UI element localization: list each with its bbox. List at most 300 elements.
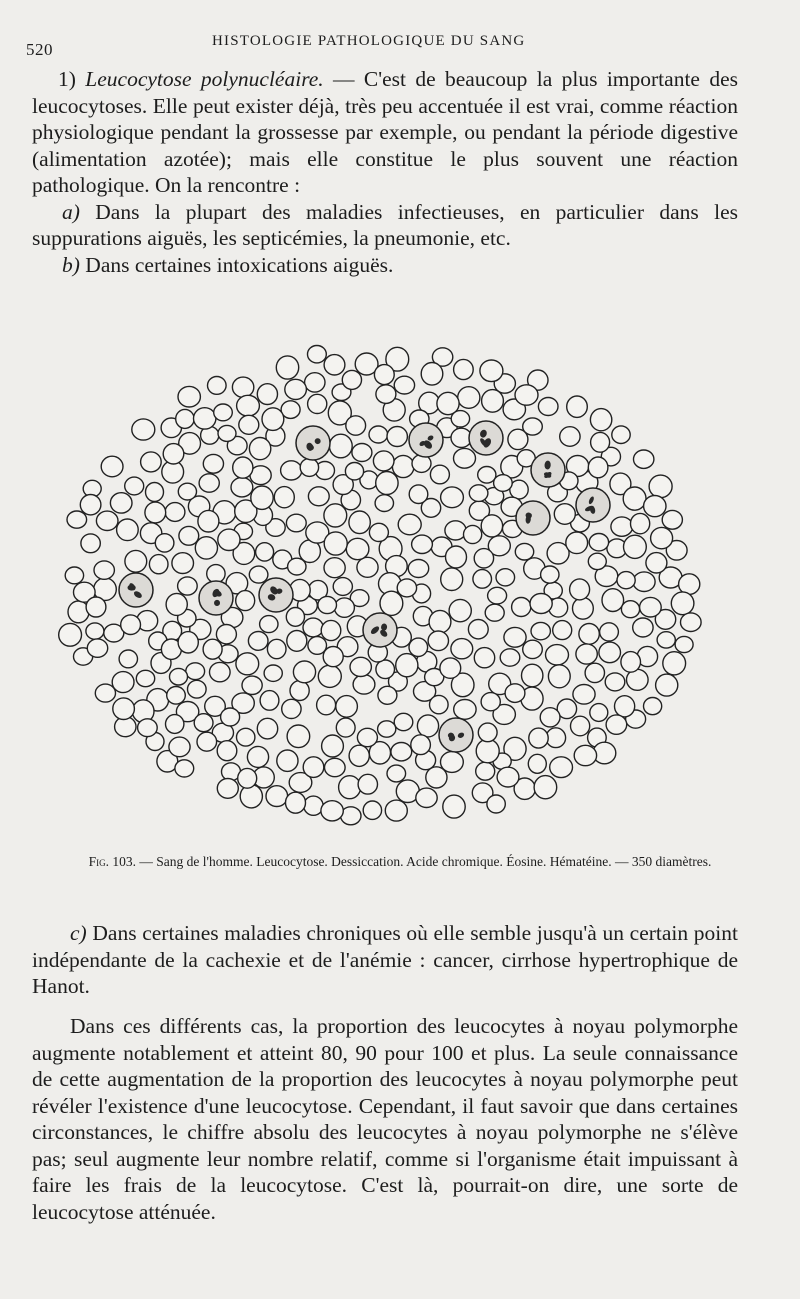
red-blood-cell [216,625,236,644]
red-blood-cell [86,597,106,617]
red-blood-cell [358,774,377,794]
red-blood-cell [178,386,200,407]
red-blood-cell [387,765,406,782]
red-blood-cell [369,426,388,443]
red-blood-cell [80,495,101,515]
red-blood-cell [523,640,543,658]
red-blood-cell [443,795,465,818]
red-blood-cell [363,801,381,819]
red-blood-cell [350,657,371,676]
red-blood-cell [553,621,572,640]
red-blood-cell [387,427,407,447]
red-blood-cell [606,715,627,734]
red-blood-cell [339,776,361,799]
red-blood-cell [468,620,488,639]
red-blood-cell [588,457,608,478]
red-blood-cell [409,638,428,656]
red-blood-cell [441,568,463,591]
red-blood-cell [369,523,388,541]
red-blood-cell [110,493,132,513]
red-blood-cell [178,632,198,653]
red-blood-cell [232,377,253,397]
red-blood-cell [221,708,240,726]
red-blood-cell [397,579,416,597]
red-blood-cell [480,360,503,382]
red-blood-cell [515,543,533,560]
red-blood-cell [624,535,647,558]
red-blood-cell [117,519,139,541]
red-blood-cell [163,444,184,464]
figure-caption [30,853,770,871]
red-blood-cell [303,618,323,637]
red-blood-cell [621,652,641,673]
red-blood-cell [633,572,655,592]
leucocyte [516,501,550,535]
red-blood-cell [308,394,327,413]
red-blood-cell [504,627,526,647]
red-blood-cell [478,723,497,742]
red-blood-cell [207,565,225,583]
red-blood-cell [195,537,217,559]
red-blood-cell [373,451,394,471]
red-blood-cell [217,741,237,761]
red-blood-cell [266,786,288,807]
red-blood-cell [247,746,268,767]
red-blood-cell [675,636,693,652]
red-blood-cell [396,654,418,677]
red-blood-cell [349,511,370,534]
section-c [32,920,738,1000]
page-number: 520 [26,40,53,59]
red-blood-cell [500,649,520,666]
red-blood-cell [342,370,361,389]
red-blood-cell [357,557,378,577]
red-blood-cell [264,665,282,681]
red-blood-cell [681,613,702,632]
red-blood-cell [236,591,255,611]
leucocyte [469,421,503,455]
red-blood-cell [430,465,449,484]
red-blood-cell [334,598,354,617]
red-blood-cell [231,478,253,497]
red-blood-cell [408,560,428,578]
red-blood-cell [113,698,135,720]
red-blood-cell [101,456,123,477]
leucocyte [363,613,397,647]
red-blood-cell [251,486,273,509]
red-blood-cell [198,510,219,532]
red-blood-cell [217,779,238,799]
red-blood-cell [585,663,604,682]
item-b-text: Dans certaines intoxications aiguës. [79,252,394,277]
red-blood-cell [286,514,306,532]
red-blood-cell [308,346,327,363]
list-item-a [32,199,738,252]
red-blood-cell [394,376,414,394]
red-blood-cell [454,359,474,379]
red-blood-cell [267,639,286,658]
red-blood-cell [540,708,560,727]
red-blood-cell [325,758,346,776]
red-blood-cell [567,396,588,417]
red-blood-cell [346,538,369,559]
red-blood-cell [304,796,323,815]
red-blood-cell [286,792,306,813]
red-blood-cell [589,534,608,551]
red-blood-cell [416,788,437,807]
red-blood-cell [218,425,236,441]
red-blood-cell [169,737,190,757]
red-blood-cell [612,426,630,444]
red-blood-cell [146,483,164,502]
red-blood-cell [257,384,277,405]
leucocyte [199,581,233,615]
red-blood-cell [214,404,233,421]
red-blood-cell [262,408,284,431]
red-blood-cell [599,642,621,663]
red-blood-cell [96,511,118,530]
red-blood-cell [534,776,557,799]
red-blood-cell [218,529,240,550]
red-blood-cell [429,610,451,633]
red-blood-cell [94,561,114,579]
red-blood-cell [421,363,443,386]
red-blood-cell [352,444,372,462]
red-blood-cell [188,680,207,698]
section-title: Leucocytose polynucléaire. [85,67,324,91]
red-blood-cell [176,409,194,428]
red-blood-cell [398,514,421,535]
red-blood-cell [481,693,500,711]
red-blood-cell [125,550,147,572]
red-blood-cell [644,698,662,715]
red-blood-cell [611,517,633,536]
red-blood-cell [657,632,675,648]
red-blood-cell [333,578,352,596]
red-blood-cell [617,572,635,589]
red-blood-cell [178,577,198,595]
leucocyte [576,488,610,522]
red-blood-cell [324,355,345,375]
red-blood-cell [573,598,594,620]
red-blood-cell [546,728,566,748]
red-blood-cell [249,438,270,460]
red-blood-cell [336,718,355,737]
red-blood-cell [385,800,407,821]
red-blood-cell [87,639,107,657]
red-blood-cell [411,735,431,755]
red-blood-cell [458,387,480,409]
red-blood-cell [482,390,504,413]
red-blood-cell [494,475,513,492]
red-blood-cell [590,409,611,431]
red-blood-cell [531,622,550,639]
red-blood-cell [178,483,196,500]
red-blood-cell [481,515,502,537]
red-blood-cell [445,521,466,540]
red-blood-cell [239,415,259,434]
red-blood-cell [441,487,464,508]
red-blood-cell [523,418,543,435]
leucocyte [409,423,443,457]
red-blood-cell [260,616,278,633]
red-blood-cell [512,598,531,617]
red-blood-cell [394,713,413,730]
red-blood-cell [155,534,174,552]
red-blood-cell [571,716,590,736]
red-blood-cell [621,601,639,618]
red-blood-cell [59,623,82,646]
red-blood-cell [538,398,558,416]
red-blood-cell [318,665,341,687]
red-blood-cell [345,463,363,480]
red-blood-cell [631,513,650,533]
red-blood-cell [554,504,575,525]
red-blood-cell [322,735,344,757]
red-blood-cell [167,687,186,705]
red-blood-cell [662,510,682,529]
red-blood-cell [378,721,396,737]
item-c-text: Dans certaines maladies chroniques où elle semble jusqu'à un certain point indépendante de la cachexie et de l'anémie : cancer, cirrhose hypertrophique de Hanot. [32,921,738,998]
red-blood-cell [276,356,298,379]
red-blood-cell [663,652,686,675]
red-blood-cell [349,745,369,766]
red-blood-cell [324,532,347,555]
leucocyte [531,453,565,487]
red-blood-cell [86,623,104,639]
item-b-marker: b) [62,252,80,277]
section-marker: 1) [58,67,76,91]
red-blood-cell [376,385,396,404]
red-blood-cell [375,495,393,512]
item-c-marker: c) [70,921,87,945]
red-blood-cell [640,597,662,617]
red-blood-cell [166,715,184,734]
red-blood-cell [237,395,260,416]
red-blood-cell [172,553,194,574]
red-blood-cell [281,461,302,480]
red-blood-cell [233,457,253,478]
red-blood-cell [391,743,412,761]
red-blood-cell [417,715,438,737]
item-a-marker: a) [62,199,80,224]
red-blood-cell [454,448,476,468]
red-blood-cell [634,450,654,468]
red-blood-cell [323,647,343,667]
red-blood-cell [145,502,166,523]
red-blood-cell [119,650,137,668]
red-blood-cell [203,454,223,473]
red-blood-cell [600,623,619,641]
red-blood-cell [136,670,154,686]
red-blood-cell [290,681,309,701]
red-blood-cell [374,365,394,385]
red-blood-cell [548,665,570,688]
figure-label: Fig. 103. [88,854,137,869]
red-blood-cell [282,699,301,718]
red-blood-cell [644,496,666,517]
red-blood-cell [474,648,494,668]
red-blood-cell [441,752,464,773]
red-blood-cell [357,728,377,746]
section-text: — C'est de beaucoup la plus importante des leucocytoses. Elle peut exister déjà, très peu accentuée il est vrai, comme réaction physiologique pendant la grossesse par exemple, ou pendant la période digestive (alimentation azotée); mais elle constitue le plus souvent une réaction pathologique. On la rencontre : [32,67,738,197]
red-blood-cell [428,631,448,651]
red-blood-cell [566,532,588,554]
section-intro [32,66,738,199]
red-blood-cell [318,596,337,613]
red-blood-cell [324,558,345,578]
red-blood-cell [329,434,352,458]
list-item-b [32,252,738,279]
red-blood-cell [392,455,414,477]
red-blood-cell [376,660,395,679]
red-blood-cell [287,631,307,652]
red-blood-cell [194,714,213,732]
red-blood-cell [324,504,347,527]
red-blood-cell [236,653,259,675]
red-blood-cell [165,503,185,522]
red-blood-cell [602,589,624,612]
red-blood-cell [496,569,515,586]
red-blood-cell [474,549,493,568]
red-blood-cell [336,696,358,718]
red-blood-cell [112,672,134,693]
red-blood-cell [285,379,307,399]
red-blood-cell [487,795,505,813]
list-item-c [32,920,738,1000]
red-blood-cell [238,768,257,788]
red-blood-cell [138,719,158,737]
red-blood-cell [469,485,488,502]
red-blood-cell [451,411,469,427]
red-blood-cell [409,485,428,504]
red-blood-cell [633,618,653,637]
red-blood-cell [257,718,277,739]
red-blood-cell [277,750,298,771]
red-blood-cell [623,487,646,510]
section-leucocytose-polynucleaire [32,66,738,278]
leucocyte [259,578,293,612]
red-blood-cell [574,745,596,765]
red-blood-cell [170,668,188,685]
red-blood-cell [671,592,694,615]
body-paragraph-text: Dans ces différents cas, la proportion des leucocytes à noyau polymorphe augmente notablement et atteint 80, 90 pour 100 et plus. La seule connaissance de cette augmentation de la proportion des leucocytes à noyau polymorphe peut révéler l'existence d'une leucocytose. Cependant, il faut savoir que dans certaines circonstances, le chiffre absolu des leucocytes à noyau polymorphe ne s'élève pas; seul augmente leur nombre relatif, comme si l'organisme était impuissant à faire les frais de la leucocytose. C'est là, pourrait-on dire, une sorte de leucocytose atténuée. [32,1014,738,1224]
red-blood-cell [488,587,507,604]
red-blood-cell [529,728,548,748]
red-blood-cell [293,661,315,683]
red-blood-cell [476,762,495,780]
red-blood-cell [605,673,625,691]
red-blood-cell [249,566,268,583]
red-blood-cell [573,685,595,705]
running-title: HISTOLOGIE PATHOLOGIQUE DU SANG [212,33,526,49]
red-blood-cell [412,535,433,553]
red-blood-cell [376,472,398,495]
red-blood-cell [121,615,141,635]
red-blood-cell [321,620,341,640]
red-blood-cell [576,644,597,664]
red-blood-cell [242,676,262,694]
red-blood-cell [65,567,83,584]
red-blood-cell [651,527,673,548]
body-paragraph [32,1013,738,1225]
red-blood-cell [260,691,279,711]
red-blood-cell [303,757,324,778]
figure-caption-text: — Sang de l'homme. Leucocytose. Dessiccation. Acide chromique. Éosine. Hématéine. — 350 diamètres. [136,854,712,869]
red-blood-cell [615,696,635,717]
red-blood-cell [451,639,473,659]
red-blood-cell [194,408,216,429]
red-blood-cell [550,757,573,778]
red-blood-cell [570,579,590,600]
red-blood-cell [649,475,672,498]
red-blood-cell [430,695,449,713]
red-blood-cell [485,604,504,621]
red-blood-cell [197,732,217,751]
red-blood-cell [522,664,543,687]
red-blood-cell [67,511,87,528]
leucocyte [296,426,330,460]
blood-smear-figure [58,340,703,830]
red-blood-cell [546,645,569,665]
red-blood-cell [81,534,100,553]
red-blood-cell [579,624,599,645]
red-blood-cell [560,427,580,447]
red-blood-cell [656,674,678,696]
red-blood-cell [449,599,471,621]
red-blood-cell [464,525,482,543]
red-blood-cell [175,760,194,777]
red-blood-cell [541,566,559,583]
red-blood-cell [166,593,187,615]
red-blood-cell [286,608,304,627]
red-blood-cell [505,684,525,703]
red-blood-cell [287,725,310,748]
red-blood-cell [132,419,155,440]
red-blood-cell [353,675,375,694]
red-blood-cell [300,458,318,476]
red-blood-cell [141,452,162,472]
red-blood-cell [446,546,467,568]
red-blood-cell [515,385,538,405]
leucocyte [119,573,153,607]
red-blood-cell [199,474,219,492]
red-blood-cell [497,767,519,787]
leucocyte [439,718,473,752]
red-blood-cell [591,432,610,452]
red-blood-cell [317,695,336,715]
red-blood-cell [588,553,606,569]
red-blood-cell [528,754,546,773]
item-a-text: Dans la plupart des maladies infectieuses, en particulier dans les suppurations aiguës, les septicémies, la pneumonie, etc. [32,199,738,250]
red-blood-cell [308,487,329,506]
red-blood-cell [256,543,274,561]
red-blood-cell [274,487,294,508]
red-blood-cell [646,553,667,573]
red-blood-cell [478,467,496,484]
red-blood-cell [321,801,343,821]
red-blood-cell [237,728,255,746]
red-blood-cell [440,658,461,678]
red-blood-cell [210,662,231,681]
red-blood-cell [346,416,366,435]
red-blood-cell [590,704,608,722]
red-blood-cell [454,700,476,720]
red-blood-cell [203,639,222,659]
red-blood-cell [248,632,268,651]
red-blood-cell [530,594,552,614]
red-blood-cell [378,686,397,704]
